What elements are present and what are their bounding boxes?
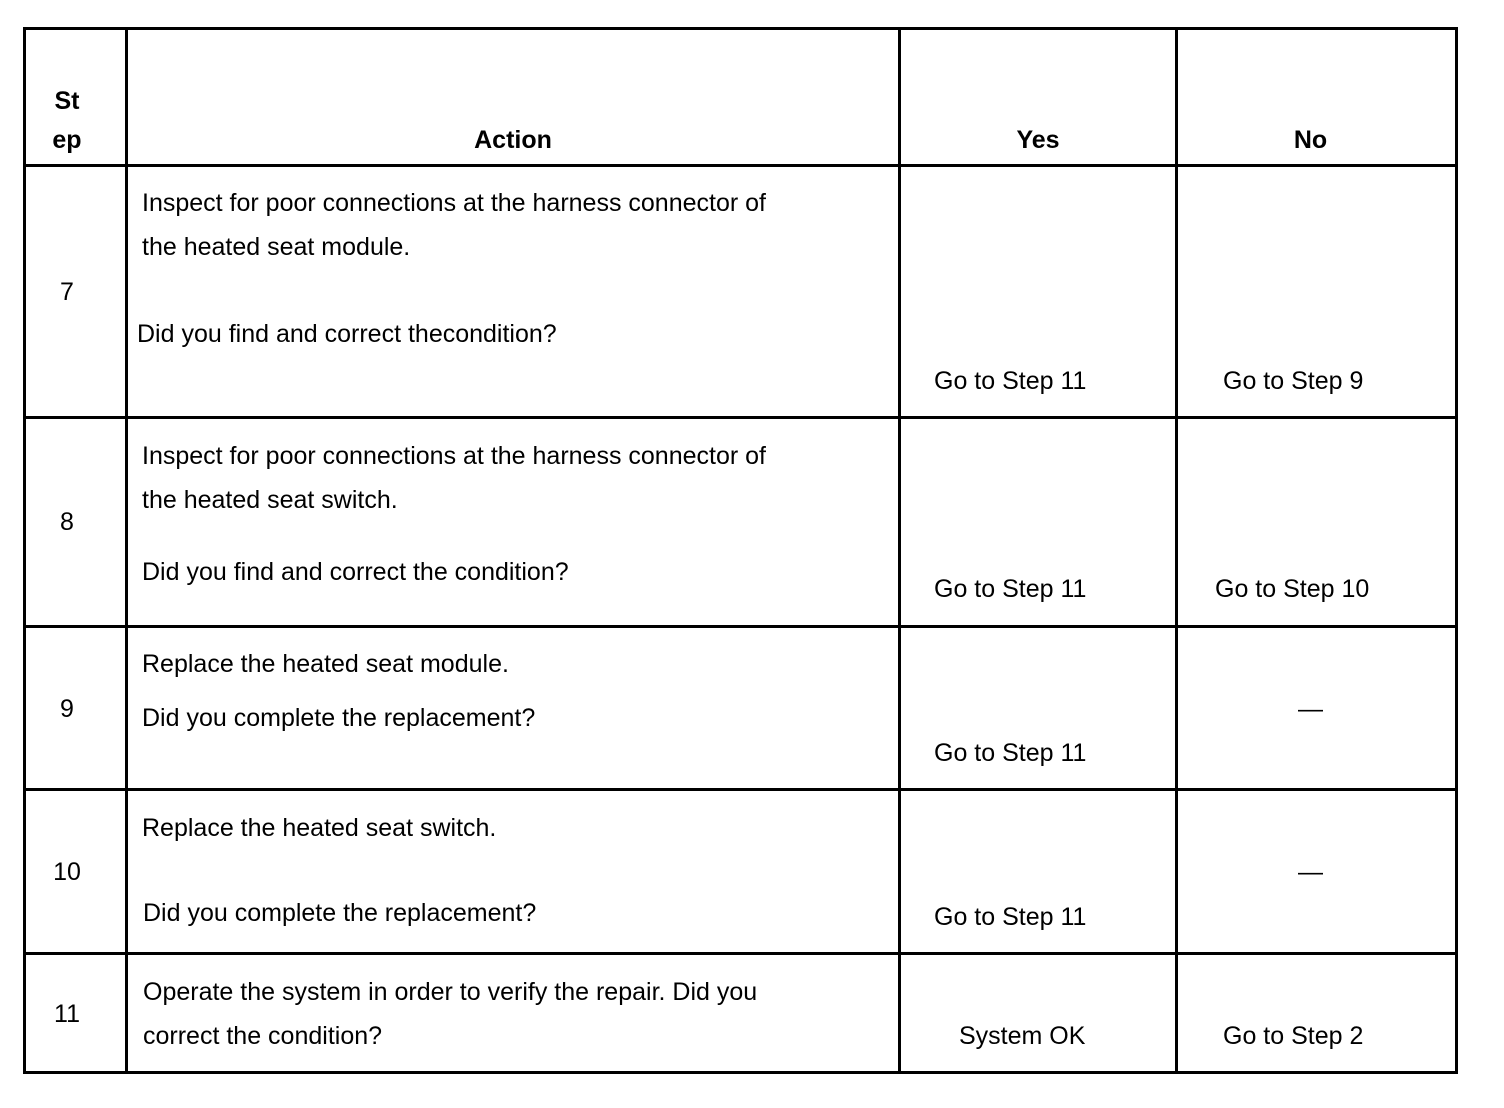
column-divider — [1175, 30, 1178, 1071]
no-result: Go to Step 10 — [1215, 575, 1370, 603]
row-divider — [26, 164, 1455, 167]
yes-result: Go to Step 11 — [934, 367, 1087, 395]
action-text: Inspect for poor connections at the harness connector of — [142, 442, 766, 470]
column-divider — [125, 30, 128, 1071]
step-number: 9 — [60, 695, 74, 723]
row-divider — [26, 625, 1455, 628]
action-question: Did you complete the replacement? — [142, 704, 536, 732]
action-question: Did you complete the replacement? — [143, 899, 537, 927]
action-question: Did you find and correct thecondition? — [137, 320, 557, 348]
action-text: Replace the heated seat switch. — [142, 814, 497, 842]
action-text: correct the condition? — [143, 1022, 383, 1050]
no-result: Go to Step 9 — [1223, 367, 1364, 395]
header-action: Action — [474, 126, 552, 154]
no-result: — — [1298, 695, 1323, 723]
row-divider — [26, 788, 1455, 791]
row-divider — [26, 952, 1455, 955]
action-text: Inspect for poor connections at the harness connector of — [142, 189, 766, 217]
step-number: 8 — [60, 508, 74, 536]
header-yes: Yes — [1016, 126, 1060, 154]
action-text: the heated seat switch. — [142, 486, 398, 514]
header-step-line1: St — [54, 87, 80, 115]
header-no: No — [1293, 126, 1328, 154]
step-number: 11 — [54, 1000, 80, 1028]
action-text: the heated seat module. — [142, 233, 411, 261]
step-number: 7 — [60, 278, 74, 306]
column-divider — [898, 30, 901, 1071]
yes-result: Go to Step 11 — [934, 575, 1087, 603]
action-text: Operate the system in order to verify the repair. Did you — [143, 978, 758, 1006]
header-step-line2: ep — [52, 126, 82, 154]
row-divider — [26, 416, 1455, 419]
action-text: Replace the heated seat module. — [142, 650, 509, 678]
action-question: Did you find and correct the condition? — [142, 558, 569, 586]
no-result: Go to Step 2 — [1223, 1022, 1364, 1050]
yes-result: Go to Step 11 — [934, 903, 1087, 931]
yes-result: Go to Step 11 — [934, 739, 1087, 767]
step-number: 10 — [53, 858, 81, 886]
yes-result: System OK — [959, 1022, 1086, 1050]
no-result: — — [1298, 858, 1323, 886]
